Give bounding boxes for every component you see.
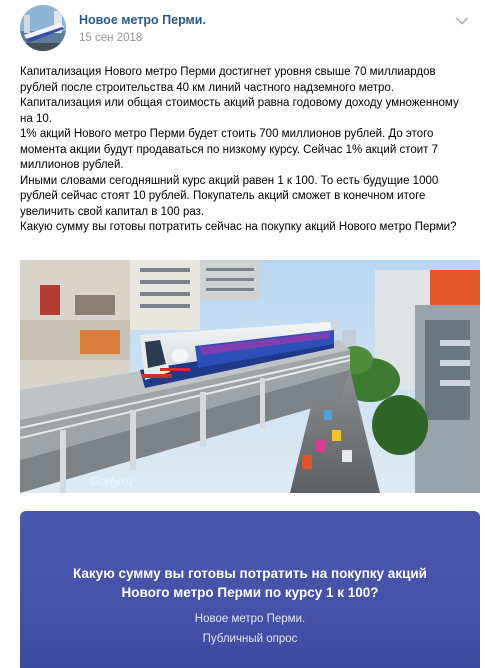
poll-question-line: Нового метро Перми по курсу 1 к 100? [121, 585, 379, 600]
skytrain-photo [20, 260, 480, 493]
post-text-line: Иными словами сегодняшний курс акций равен 1 к 100. То есть будущие 1000 [20, 174, 439, 187]
photo-watermark: Gorfy.ru [90, 474, 133, 488]
post-text-line: Капитализация или общая стоимость акций равна годовому доходу умноженному [20, 97, 459, 109]
poll-author: Новое метро Перми. [194, 613, 306, 625]
post-date[interactable]: 15 сен 2018 [79, 32, 143, 44]
post-text-line: Какую сумму вы готовы потратить сейчас на покупку акций Нового метро Перми? [20, 221, 457, 233]
poll-type: Публичный опрос [202, 633, 298, 645]
poll-question-line: Какую сумму вы готовы потратить на покупку акций [73, 566, 427, 581]
post-text-line: момента акции будут продаваться по низкому курсу. Сейчас 1% акций стоит 7 [20, 143, 439, 156]
post-text-line: увеличить свой капитал в 100 раз. [20, 205, 205, 218]
avatar-metro-icon [20, 5, 66, 51]
post-text [20, 65, 482, 236]
poll-question [20, 564, 480, 602]
chevron-down-icon [456, 17, 468, 25]
post-text-line: Капитализация Нового метро Перми достигнет уровня свыше 70 миллиардов [20, 66, 436, 78]
post-menu-button[interactable] [451, 12, 473, 30]
avatar[interactable] [20, 5, 66, 51]
post-photo[interactable] [20, 260, 480, 493]
post-text-line: рублей сейчас стоят 10 рублей. Покупатель акций сможет в конечном итоге [20, 190, 426, 202]
post-author-link[interactable]: Новое метро Перми. [79, 13, 206, 27]
post-text-line: рублей после строительства 40 км линий частного надземного метро. [20, 81, 394, 94]
post-text-line: на 10. [20, 112, 52, 125]
post-text-line: миллионов рублей. [20, 159, 124, 171]
poll-card[interactable] [20, 511, 480, 668]
post-text-line: 1% акций Нового метро Перми будет стоить 700 миллионов рублей. До этого [20, 128, 434, 140]
